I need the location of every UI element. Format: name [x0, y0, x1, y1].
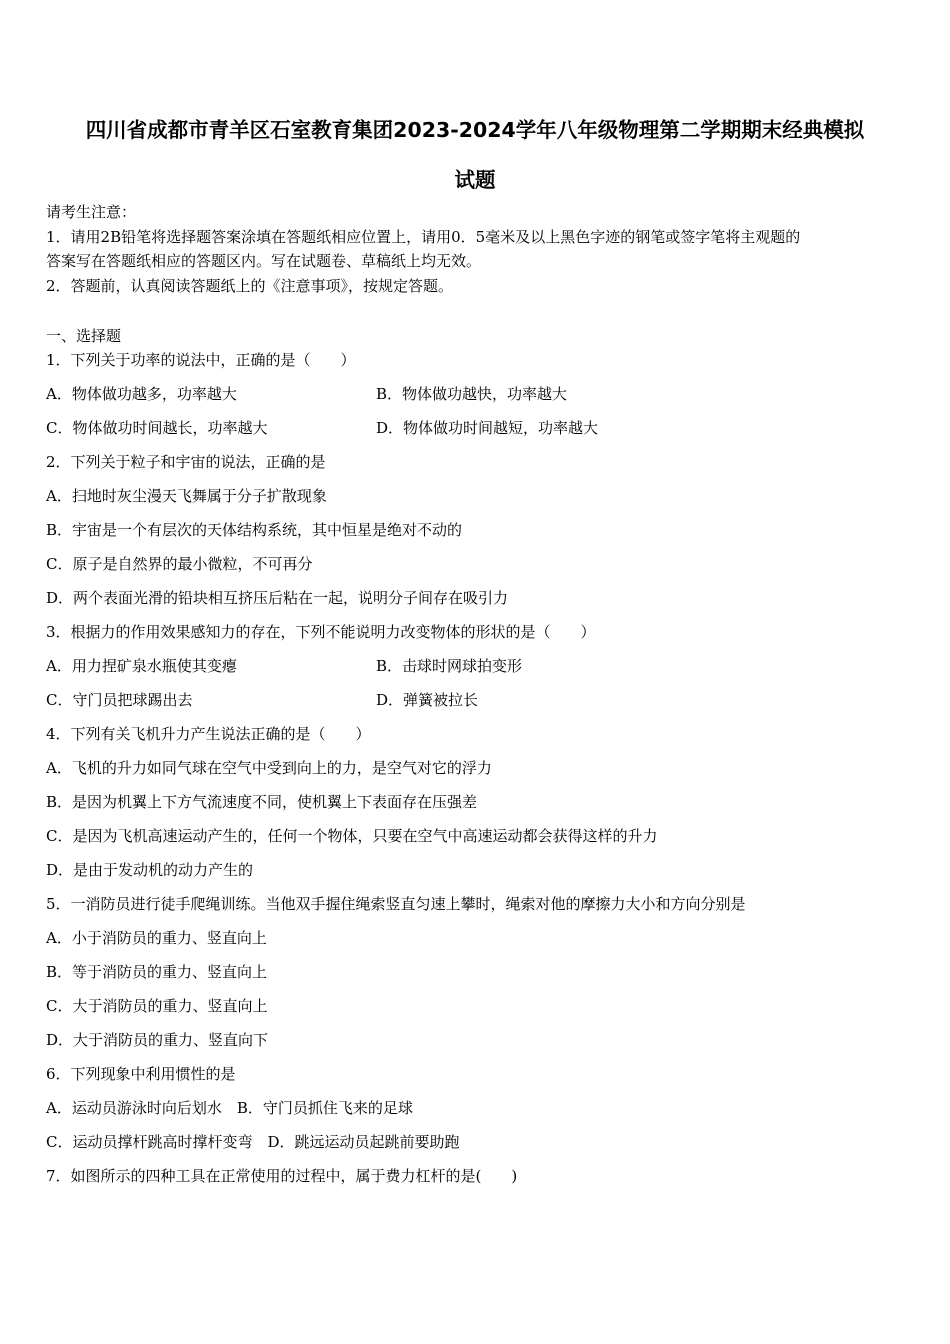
question-2-option-c: C．原子是自然界的最小微粒，不可再分: [46, 555, 313, 573]
question-3-option-a: A．用力捏矿泉水瓶使其变瘪: [46, 657, 237, 675]
question-5-option-d: D．大于消防员的重力、竖直向下: [46, 1031, 269, 1049]
section-heading: 一、选择题: [46, 327, 122, 345]
exam-title-line-1: 四川省成都市青羊区石室教育集团2023-2024学年八年级物理第二学期期末经典模拟: [85, 118, 865, 142]
question-4-stem: 4．下列有关飞机升力产生说法正确的是（ ）: [46, 725, 371, 743]
notice-item-1-line-1: 1．请用2B铅笔将选择题答案涂填在答题纸相应位置上，请用0．5毫米及以上黑色字迹的钢笔或签字笔将主观题的: [46, 228, 801, 246]
question-2-option-a: A．扫地时灰尘漫天飞舞属于分子扩散现象: [46, 487, 327, 505]
question-5-option-c: C．大于消防员的重力、竖直向上: [46, 997, 268, 1015]
notice-item-2: 2．答题前，认真阅读答题纸上的《注意事项》，按规定答题。: [46, 277, 454, 295]
question-3-option-b: B．击球时网球拍变形: [376, 657, 523, 675]
question-3-option-d: D．弹簧被拉长: [376, 691, 479, 709]
question-4-option-a: A．飞机的升力如同气球在空气中受到向上的力，是空气对它的浮力: [46, 759, 492, 777]
question-7-stem: 7．如图所示的四种工具在正常使用的过程中，属于费力杠杆的是( ): [46, 1167, 518, 1185]
question-1-option-b: B．物体做功越快，功率越大: [376, 385, 568, 403]
notice-heading: 请考生注意：: [46, 203, 137, 221]
notice-item-1-line-2: 答案写在答题纸相应的答题区内。写在试题卷、草稿纸上均无效。: [46, 252, 482, 270]
question-6-options-ab: A．运动员游泳时向后划水 B．守门员抓住飞来的足球: [46, 1099, 413, 1117]
question-2-option-b: B．宇宙是一个有层次的天体结构系统，其中恒星是绝对不动的: [46, 521, 463, 539]
question-5-option-a: A．小于消防员的重力、竖直向上: [46, 929, 267, 947]
question-1-stem: 1．下列关于功率的说法中，正确的是（ ）: [46, 351, 356, 369]
exam-title-line-2: 试题: [454, 168, 496, 192]
question-1-option-a: A．物体做功越多，功率越大: [46, 385, 237, 403]
question-2-option-d: D．两个表面光滑的铅块相互挤压后粘在一起，说明分子间存在吸引力: [46, 589, 509, 607]
question-6-stem: 6．下列现象中利用惯性的是: [46, 1065, 236, 1083]
question-3-stem: 3．根据力的作用效果感知力的存在，下列不能说明力改变物体的形状的是（ ）: [46, 623, 596, 641]
question-4-option-b: B．是因为机翼上下方气流速度不同，使机翼上下表面存在压强差: [46, 793, 478, 811]
question-4-option-c: C．是因为飞机高速运动产生的，任何一个物体，只要在空气中高速运动都会获得这样的升力: [46, 827, 658, 845]
question-1-option-d: D．物体做功时间越短，功率越大: [376, 419, 599, 437]
question-6-options-cd: C．运动员撑杆跳高时撑杆变弯 D．跳远运动员起跳前要助跑: [46, 1133, 460, 1151]
question-3-option-c: C．守门员把球踢出去: [46, 691, 193, 709]
question-2-stem: 2．下列关于粒子和宇宙的说法，正确的是: [46, 453, 326, 471]
question-5-stem: 5．一消防员进行徒手爬绳训练。当他双手握住绳索竖直匀速上攀时，绳索对他的摩擦力大小和方向分别是: [46, 895, 746, 913]
question-1-option-c: C．物体做功时间越长，功率越大: [46, 419, 268, 437]
question-4-option-d: D．是由于发动机的动力产生的: [46, 861, 254, 879]
question-5-option-b: B．等于消防员的重力、竖直向上: [46, 963, 268, 981]
